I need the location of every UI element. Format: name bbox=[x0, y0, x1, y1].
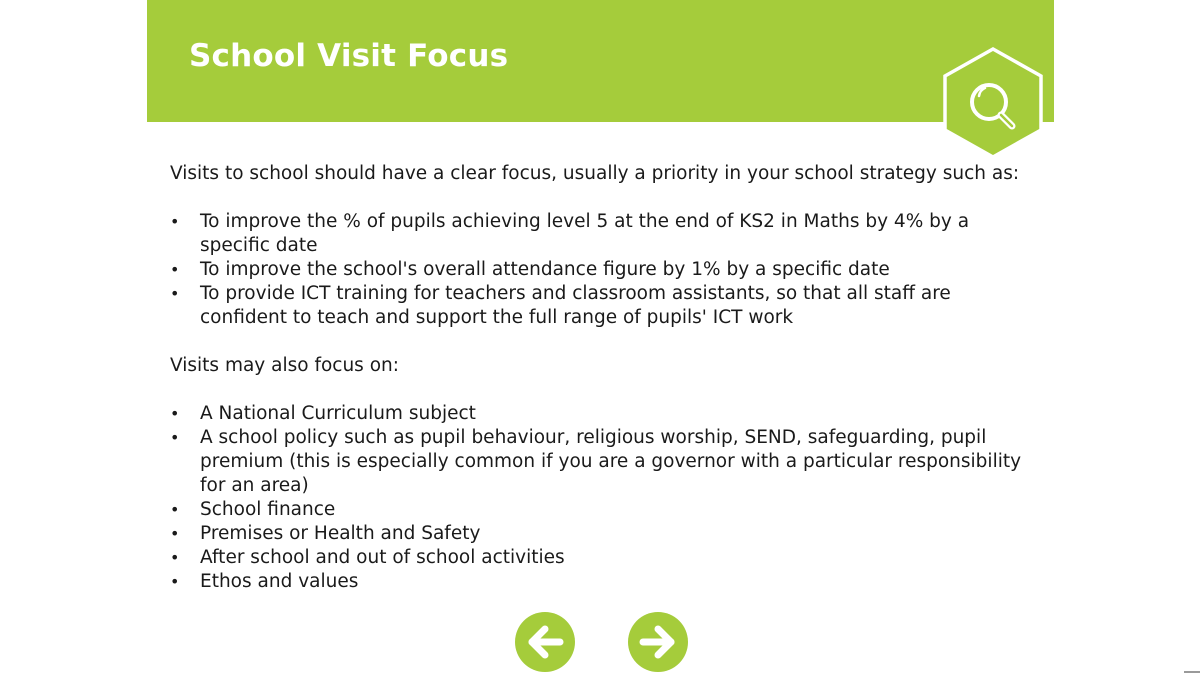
priorities-list bbox=[170, 210, 1040, 330]
list-item: • A National Curriculum subject bbox=[170, 402, 1040, 426]
list-item: • To improve the school's overall attendance figure by 1% by a specific date bbox=[170, 258, 1040, 282]
also-intro-text: Visits may also focus on: bbox=[170, 355, 399, 376]
list-item: • Ethos and values bbox=[170, 570, 1040, 594]
list-item: • Premises or Health and Safety bbox=[170, 522, 1040, 546]
corner-divider bbox=[1184, 671, 1200, 673]
arrow-right-icon bbox=[628, 612, 688, 672]
next-button[interactable] bbox=[628, 612, 688, 672]
focus-areas-list bbox=[170, 402, 1040, 594]
list-item: • After school and out of school activities bbox=[170, 546, 1040, 570]
arrow-left-icon bbox=[515, 612, 575, 672]
list-item: • A school policy such as pupil behaviour, religious worship, SEND, safeguarding, pupil premium (this is especially common if you are a governor with a particular responsibility for an area) bbox=[170, 426, 1040, 498]
intro-text: Visits to school should have a clear focus, usually a priority in your school strategy such as: bbox=[170, 163, 1020, 184]
previous-button[interactable] bbox=[515, 612, 575, 672]
list-item: • To provide ICT training for teachers and classroom assistants, so that all staff are confident to teach and support the full range of pupils' ICT work bbox=[170, 282, 1040, 330]
list-item: • School finance bbox=[170, 498, 1040, 522]
magnifier-icon bbox=[938, 46, 1048, 160]
slide-content bbox=[170, 162, 1040, 618]
page-title: School Visit Focus bbox=[189, 38, 509, 74]
magnifier-badge bbox=[938, 46, 1048, 160]
list-item: • To improve the % of pupils achieving level 5 at the end of KS2 in Maths by 4% by a specific date bbox=[170, 210, 1040, 258]
